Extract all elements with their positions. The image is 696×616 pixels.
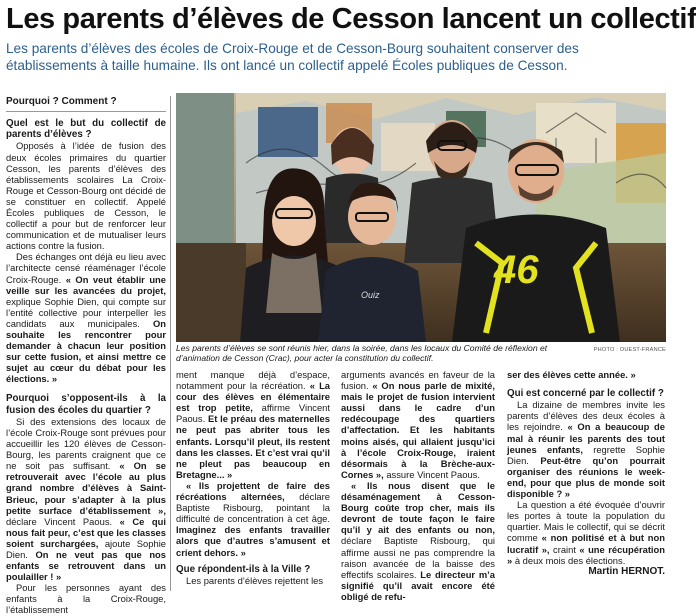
text-run: arguments avancés en faveur de la fusion. (341, 369, 495, 392)
text-run: déclare Baptiste Risbourg, pointant la difficulté de concentration à cet âge. (176, 491, 330, 525)
subhead: Les parents d’élèves des écoles de Croix-Rouge et de Cesson-Bourg souhaitent conserver des établissements à taille humaine. Ils ont lancé un collectif appelé Écoles publiques de Cesson. (6, 41, 579, 73)
quote-run: On souhaite les rencontrer pour demander à chacun leur position sur cette fusion, et ainsi mettre ce sujet au cœur du débat pour les élections. » (6, 317, 166, 385)
kicker-divider (6, 111, 166, 112)
quote-run: Imaginez des enfants travailler alors que d’autres s’amusent et crient dehors. » (176, 524, 330, 558)
photo-caption (176, 343, 666, 364)
quote-run: « Ils nous disent que le désaménagement à Cesson-Bourg coûte trop cher, mais ils devront de toute façon le faire qu’il y ait des enfants ou non, (341, 479, 495, 536)
paragraph (507, 399, 665, 499)
text-run: regrette Sophie Dien. (507, 443, 666, 466)
question-4: Qui est concerné par le collectif ? (507, 388, 664, 400)
author-signature: Martin HERNOT. (588, 565, 665, 577)
text-run: explique Sophie Dien, qui compte sur l’entité collective pour interpeller les candidats aux municipales. (6, 295, 166, 329)
photo-credit: PHOTO : OUEST-FRANCE (593, 347, 666, 353)
column-1 (6, 96, 166, 616)
text-run: Des échanges ont déjà eu lieu avec l’architecte censé réaménager l’école Croix-Rouge. (6, 251, 166, 285)
text-run: La question a été évoquée d’ouvrir les portes à toute la population du quartier. Mais le collectif, qui se décrit comme (507, 499, 665, 544)
caption-text: Les parents d’élèves se sont réunis hier, dans la soirée, dans les locaux du Comité de réflexion et d’animation de Cesson (Crac), pour acter la constitution du collectif. (176, 343, 548, 364)
kicker: Pourquoi ? Comment ? (6, 96, 117, 107)
text-run: La dizaine de membres invite les parents d’élèves des deux écoles à les rejoindre. (507, 399, 665, 433)
question-1: Quel est le but du collectif de parents d’élèves ? (6, 118, 166, 141)
quote-run: Le directeur m’a signifié qu’il avait encore été obligé de refu- (341, 568, 495, 602)
group-photo-image (176, 93, 666, 342)
quote-run: « Ce qui nous fait peur, c’est que les classes soient surchargées, (6, 515, 166, 549)
headline: Les parents d’élèves de Cesson lancent un collectif (6, 3, 696, 35)
paragraph: ser des élèves cette année. » (507, 369, 636, 380)
svg-text:Ouiz: Ouiz (361, 290, 380, 300)
column-2 (176, 369, 330, 586)
text-run: Si des extensions des locaux de l’école Croix-Rouge sont prévues pour accueillir les 120 élèves de Cesson-Bourg, les parents craignent que ce ne soit pas suffisant. (6, 415, 166, 472)
paragraph: Opposés à l’idée de fusion des deux écoles primaires du quartier Cesson, les parents d’élèves des établissements scolaires La Croix-Rouge et Cesson-Bourg ont décidé de se constituer en collectif. Appelé Écoles publiques de Cesson, le collectif a pour but de renforcer leur communication et de mutualiser leurs actions contre la fusion. (6, 140, 166, 252)
column-rule (170, 96, 171, 591)
paragraph (341, 480, 495, 602)
text-run: craint (549, 543, 580, 555)
paragraph: Les parents d’élèves rejettent les (186, 574, 324, 586)
text-run: affirme Vincent Paous. (176, 402, 331, 425)
text-run: déclare Baptiste Risbourg, qui affirme aussi ne pas comprendre la raison avancée de la baisse des effectifs scolaires. (341, 535, 495, 580)
quote-run: « non politisé et à but non lucratif », (507, 532, 665, 555)
paragraph (6, 251, 166, 384)
paragraph (341, 369, 495, 480)
quote-run: « On nous parle de mixité, mais le projet de fusion intervient aussi dans le cadre d’un redécoupage des quartiers d’affectation. Et les habitants moins aisés, qui allaient jusqu’ici à l’école Croix-Rouge, iraient désormais à la Brèche-aux-Cornes », (341, 380, 495, 480)
paragraph (176, 369, 330, 480)
jersey-number: 46 (494, 248, 539, 292)
quote-run: « La cour des élèves en élémentaire est trop petite, (176, 380, 331, 414)
group-photo (176, 93, 666, 342)
question-2: Pourquoi s’opposent-ils à la fusion des écoles du quartier ? (6, 393, 166, 416)
quote-run: Peut-être qu’on pourrait organiser des réunions le week-end, pour que plus de monde soit disponible ? » (507, 454, 665, 500)
paragraph (6, 416, 166, 582)
column-3 (341, 369, 495, 602)
text-run: à deux mois des élections. (512, 554, 626, 566)
text-run: ajoute Sophie Dien. (6, 537, 166, 560)
quote-run: « une récupération » (507, 543, 665, 566)
paragraph (176, 480, 330, 558)
paragraph: Pour les personnes ayant des enfants à la Croix-Rouge, l’établissement (6, 582, 166, 616)
text-run: assure Vincent Paous. (383, 468, 480, 480)
paragraph (507, 499, 665, 566)
quote-run: « On veut établir une veille sur les avancées du projet, (6, 273, 166, 296)
quote-run: « On a beaucoup de mal à réunir les parents des tout jeunes enfants, (507, 421, 665, 455)
text-run: déclare Vincent Paous. (6, 515, 120, 527)
quote-run: On ne veut pas que nos enfants se retrouvent dans un poulailler ! » (6, 549, 166, 583)
quote-run: « Ils projettent de faire des récréations alternées, (176, 479, 330, 503)
quote-run: « On se retrouverait avec l’école au plus grand nombre d’élèves à Saint-Brieuc, pour s’adapter à la plus petite surface d’établissement », (6, 460, 167, 516)
question-3: Que répondent-ils à la Ville ? (176, 563, 311, 575)
text-run: ment manque déjà d’espace, notamment pour la récréation. (176, 369, 330, 392)
column-4 (507, 369, 665, 577)
quote-run: Et le préau des maternelles ne peut pas abriter tous les enfants. Lorsqu’il pleut, ils restent dans les classes. Et c’est vrai qu’il ne pleut pas beaucoup en Bretagne... » (176, 413, 330, 480)
